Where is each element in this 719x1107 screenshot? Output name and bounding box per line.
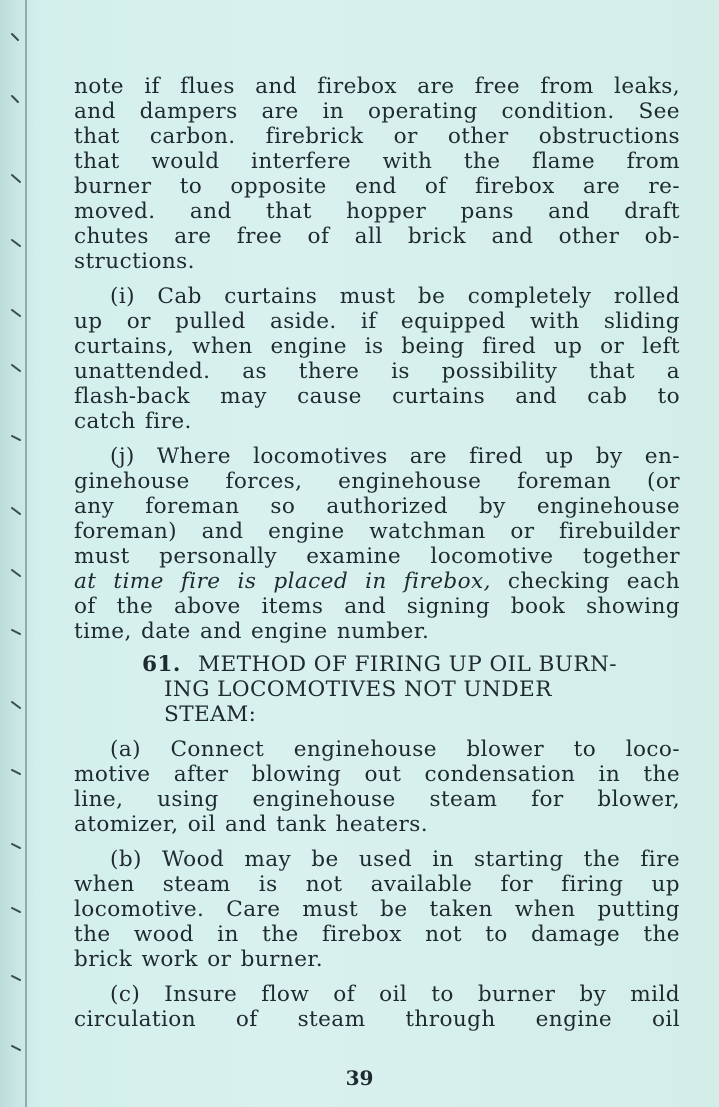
text-line: of the above items and signing book showing [74, 594, 680, 619]
page-number: 39 [345, 1066, 374, 1090]
text-line: must personally examine locomotive together [74, 544, 680, 569]
text-line: curtains, when engine is being fired up or left [74, 334, 680, 359]
text-line: up or pulled aside. if equipped with sliding [74, 309, 680, 334]
heading-line: STEAM: [164, 702, 257, 727]
text-line: (j) Where locomotives are fired up by en- [110, 444, 680, 469]
text-line: time, date and engine number. [74, 619, 430, 644]
section-number: 61. [142, 652, 181, 677]
text-line: that would interfere with the flame from [74, 149, 680, 174]
text-line: unattended. as there is possibility that a [74, 359, 680, 384]
heading-text: METHOD OF FIRING UP OIL BURN- [198, 652, 617, 677]
text-line: structions. [74, 249, 195, 274]
text-line: that carbon. firebrick or other obstructions [74, 124, 680, 149]
paragraph-continuation [74, 74, 680, 274]
text-line: circulation of steam through engine oil [74, 1007, 680, 1032]
text-line: when steam is not available for firing up [74, 872, 680, 897]
text-line: and dampers are in operating condition. See [74, 99, 680, 124]
text-line: moved. and that hopper pans and draft [74, 199, 680, 224]
text-line: catch fire. [74, 409, 192, 434]
paragraph-item-i [74, 284, 680, 434]
italic-phrase: at time fire is placed in firebox, [74, 569, 491, 594]
text-line [74, 569, 680, 594]
heading-line [74, 652, 680, 677]
paragraph-item-b [74, 847, 680, 972]
text-line: (a) Connect enginehouse blower to loco- [110, 737, 680, 762]
text-line: chutes are free of all brick and other ob- [74, 224, 680, 249]
binding-stitches [4, 0, 30, 1107]
text-line: any foreman so authorized by enginehouse [74, 494, 680, 519]
text-line: motive after blowing out condensation in the [74, 762, 680, 787]
paragraph-item-c [74, 982, 680, 1032]
text-line: (i) Cab curtains must be completely rolled [110, 284, 680, 309]
text-line: ginehouse forces, enginehouse foreman (or [74, 469, 680, 494]
text-fragment: checking each [490, 569, 681, 594]
text-line: burner to opposite end of firebox are re- [74, 174, 680, 199]
heading-line: ING LOCOMOTIVES NOT UNDER [164, 677, 552, 702]
text-line: brick work or burner. [74, 947, 323, 972]
text-line: locomotive. Care must be taken when putting [74, 897, 680, 922]
text-line: (b) Wood may be used in starting the fire [110, 847, 680, 872]
paragraph-item-a [74, 737, 680, 837]
text-line: the wood in the firebox not to damage the [74, 922, 680, 947]
text-line: line, using enginehouse steam for blower, [74, 787, 680, 812]
text-line: (c) Insure flow of oil to burner by mild [110, 982, 680, 1007]
paragraph-item-j [74, 444, 680, 644]
text-line: foreman) and engine watchman or firebuilder [74, 519, 680, 544]
text-line: atomizer, oil and tank heaters. [74, 812, 429, 837]
text-line: flash-back may cause curtains and cab to [74, 384, 680, 409]
section-heading-61 [74, 652, 680, 727]
document-page [74, 74, 680, 1032]
text-line: note if flues and firebox are free from leaks, [74, 74, 680, 99]
